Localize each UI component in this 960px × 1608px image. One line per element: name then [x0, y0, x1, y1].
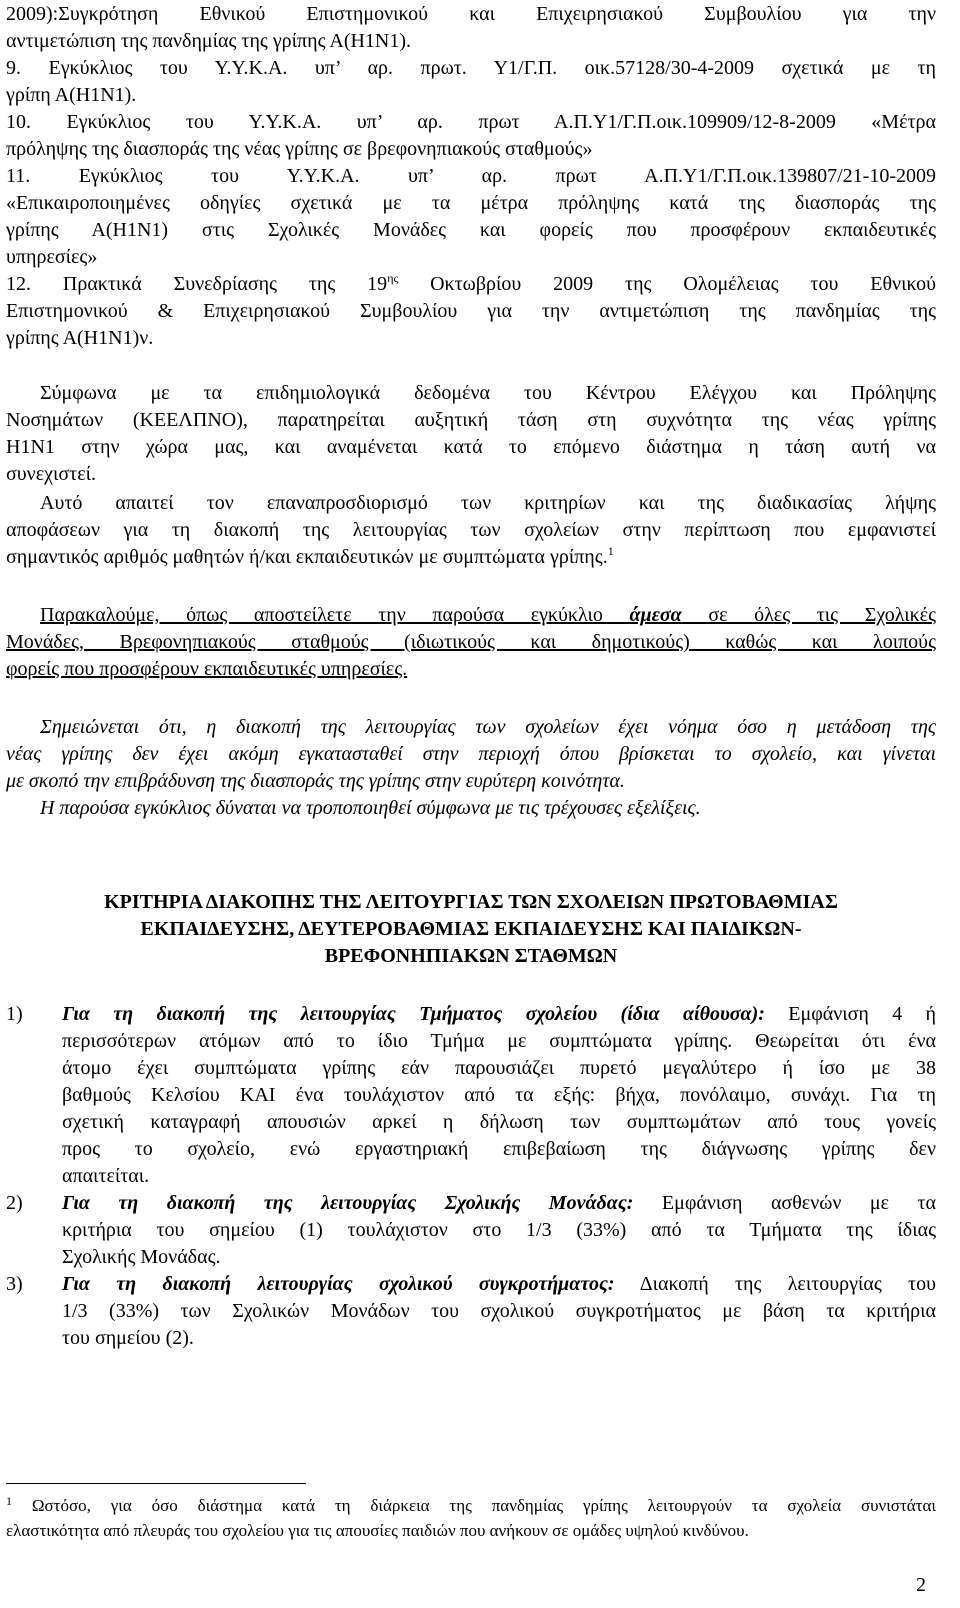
criterion-line: βαθμούς Κελσίου ΚΑΙ ένα τουλάχιστον από τα εξής: βήχα, πονόλαιμο, συνάχι. Για τη — [62, 1084, 936, 1106]
request-line: φορείς που προσφέρουν εκπαιδευτικές υπηρεσίες. — [6, 658, 408, 680]
criterion-line: απαιτείται. — [62, 1165, 150, 1187]
request-line — [6, 603, 936, 627]
criterion-line: κριτήρια του σημείου (1) τουλάχιστον στο 1/3 (33%) από τα Τμήματα της ίδιας — [62, 1219, 936, 1241]
ref-line: 11. Εγκύκλιος του Υ.Υ.Κ.Α. υπ’ αρ. πρωτ Α.Π.Υ1/Γ.Π.οικ.139807/21-10-2009 — [6, 165, 936, 187]
criterion-line: του σημείου (2). — [62, 1327, 194, 1349]
paragraph-line: αποφάσεων για τη διακοπή της λειτουργίας των σχολείων στην περίπτωση που εμφανιστεί — [6, 519, 936, 541]
note-line: με σκοπό την επιβράδυνση της διασποράς της γρίπης στην ευρύτερη κοινότητα. — [6, 770, 625, 792]
ref-text: Οκτωβρίου 2009 της Ολομέλειας του Εθνικού — [398, 273, 936, 295]
section-heading: ΕΚΠΑΙΔΕΥΣΗΣ, ΔΕΥΤΕΡΟΒΑΘΜΙΑΣ ΕΚΠΑΙΔΕΥΣΗΣ ΚΑΙ ΠΑΙΔΙΚΩΝ- — [140, 918, 802, 940]
footnote-marker: 1 — [607, 544, 614, 558]
ref-line: υπηρεσίες» — [6, 246, 98, 268]
paragraph-line — [6, 545, 936, 569]
criterion-title-line — [62, 1272, 936, 1296]
criterion-number: 3) — [6, 1273, 23, 1295]
ref-line: αντιμετώπιση της πανδημίας της γρίπης Α(Η1Ν1). — [6, 30, 412, 52]
criterion-line: Σχολικής Μονάδας. — [62, 1246, 221, 1268]
criterion-line: περισσότερων ατόμων από το ίδιο Τμήμα με συμπτώματα γρίπης. Θεωρείται ότι ένα — [62, 1030, 936, 1052]
criterion-title: Για τη διακοπή της λειτουργίας Τμήματος σχολείου (ίδια αίθουσα): — [62, 1003, 765, 1025]
ref-line — [6, 272, 936, 296]
criterion-line: σχετική καταγραφή απουσιών αρκεί η δήλωση των συμπτωμάτων από τους γονείς — [62, 1111, 936, 1133]
ref-line: Επιστημονικού & Επιχειρησιακού Συμβουλίου για την αντιμετώπιση της πανδημίας της — [6, 300, 936, 322]
ref-text: 12. Πρακτικά Συνεδρίασης της 19 — [6, 273, 388, 295]
request-text: σε όλες τις Σχολικές — [681, 604, 937, 626]
note-line: Σημειώνεται ότι, η διακοπή της λειτουργίας των σχολείων έχει νόημα όσο η μετάδοση της — [40, 716, 936, 738]
ref-line: πρόληψης της διασποράς της νέας γρίπης σε βρεφονηπιακούς σταθμούς» — [6, 138, 593, 160]
footnote-line — [6, 1495, 936, 1517]
paragraph-line: Η1Ν1 στην χώρα μας, και αναμένεται κατά το επόμενο διάστημα η τάση αυτή να — [6, 436, 936, 458]
note-line: νέας γρίπης δεν έχει ακόμη εγκατασταθεί στην περιοχή όπου βρίσκεται το σχολείο, και γίνεται — [6, 743, 936, 765]
ref-line: «Επικαιροποιημένες οδηγίες σχετικά με τα μέτρα πρόληψης κατά της διασποράς της — [6, 192, 936, 214]
paragraph-line: Σύμφωνα με τα επιδημιολογικά δεδομένα του Κέντρου Ελέγχου και Πρόληψης — [40, 382, 936, 404]
criterion-title-line — [62, 1002, 936, 1026]
page-number: 2 — [916, 1574, 926, 1596]
paragraph-line: συνεχιστεί. — [6, 463, 96, 485]
request-line: Μονάδες, Βρεφονηπιακούς σταθμούς (ιδιωτικούς και δημοτικούς) καθώς και λοιπούς — [6, 631, 936, 653]
criterion-number: 2) — [6, 1192, 23, 1214]
criterion-text: Εμφάνιση ασθενών με τα — [633, 1192, 936, 1214]
criterion-number: 1) — [6, 1003, 23, 1025]
emphasis-text: άμεσα — [629, 604, 682, 626]
request-text: Παρακαλούμε, όπως αποστείλετε την παρούσα εγκύκλιο — [40, 604, 630, 626]
section-heading: ΚΡΙΤΗΡΙΑ ΔΙΑΚΟΠΗΣ ΤΗΣ ΛΕΙΤΟΥΡΓΙΑΣ ΤΩΝ ΣΧΟΛΕΙΩΝ ΠΡΩΤΟΒΑΘΜΙΑΣ — [104, 891, 838, 913]
ref-line: 9. Εγκύκλιος του Υ.Υ.Κ.Α. υπ’ αρ. πρωτ. Υ1/Γ.Π. οικ.57128/30-4-2009 σχετικά με τη — [6, 57, 936, 79]
superscript: ης — [387, 271, 399, 285]
criterion-line: 1/3 (33%) των Σχολικών Μονάδων του σχολικού συγκροτήματος με βάση τα κριτήρια — [62, 1300, 936, 1322]
criterion-title-line — [62, 1191, 936, 1215]
paragraph-text: σημαντικός αριθμός μαθητών ή/και εκπαιδευτικών με συμπτώματα γρίπης. — [6, 546, 608, 568]
note-line: Η παρούσα εγκύκλιος δύναται να τροποποιηθεί σύμφωνα με τις τρέχουσες εξελίξεις. — [40, 797, 701, 819]
ref-line: γρίπης Α(Η1Ν1) στις Σχολικές Μονάδες και φορείς που προσφέρουν εκπαιδευτικές — [6, 219, 936, 241]
ref-line: 2009):Συγκρότηση Εθνικού Επιστημονικού και Επιχειρησιακού Συμβουλίου για την — [6, 3, 936, 25]
criterion-line: προς το σχολείο, ενώ εργαστηριακή επιβεβαίωση της διάγνωσης γρίπης δεν — [62, 1138, 936, 1160]
criterion-title: Για τη διακοπή της λειτουργίας Σχολικής Μονάδας: — [62, 1192, 634, 1214]
criterion-text: Εμφάνιση 4 ή — [764, 1003, 937, 1025]
criterion-text: Διακοπή της λειτουργίας του — [614, 1273, 936, 1295]
paragraph-line: Αυτό απαιτεί τον επαναπροσδιορισμό των κριτηρίων και της διαδικασίας λήψης — [40, 492, 936, 514]
footnote-text: Ωστόσο, για όσο διάστημα κατά τη διάρκεια της πανδημίας γρίπης λειτουργούν τα σχολεία συνιστάται — [12, 1496, 936, 1515]
footnote-line: ελαστικότητα από πλευράς του σχολείου για τις απουσίες παιδιών που ανήκουν σε ομάδες υψηλού κινδύνου. — [6, 1521, 749, 1540]
ref-line: γρίπη Α(Η1Ν1). — [6, 84, 137, 106]
footnote-marker: 1 — [6, 1494, 12, 1508]
criterion-title: Για τη διακοπή λειτουργίας σχολικού συγκροτήματος: — [62, 1273, 615, 1295]
ref-line: γρίπης Α(Η1Ν1)ν. — [6, 327, 154, 349]
ref-line: 10. Εγκύκλιος του Υ.Υ.Κ.Α. υπ’ αρ. πρωτ Α.Π.Υ1/Γ.Π.οικ.109909/12-8-2009 «Μέτρα — [6, 111, 936, 133]
paragraph-line: Νοσημάτων (ΚΕΕΛΠΝΟ), παρατηρείται αυξητική τάση στη συχνότητα της νέας γρίπης — [6, 409, 936, 431]
footnote-separator — [6, 1483, 306, 1484]
section-heading: ΒΡΕΦΟΝΗΠΙΑΚΩΝ ΣΤΑΘΜΩΝ — [324, 945, 618, 967]
criterion-line: άτομο έχει συμπτώματα γρίπης εάν παρουσιάζει πυρετό μεγαλύτερο ή ίσο με 38 — [62, 1057, 936, 1079]
